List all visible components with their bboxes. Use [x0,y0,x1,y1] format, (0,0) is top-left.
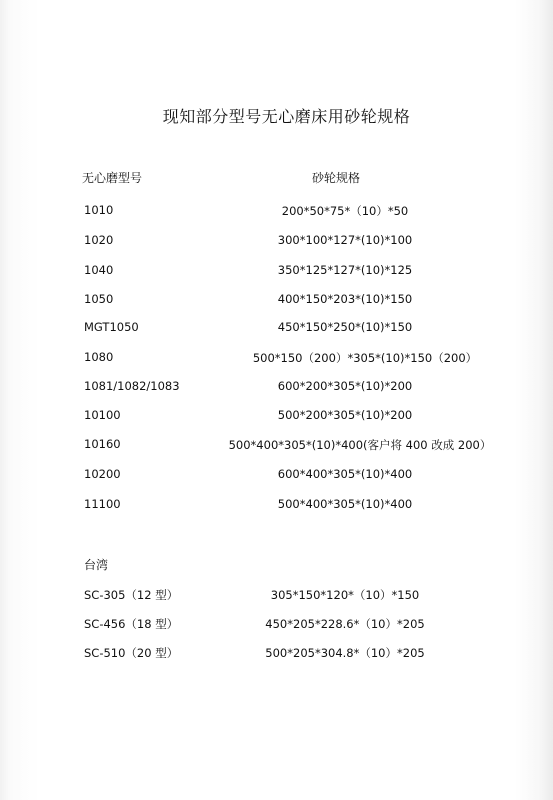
row-model: SC-456（18 型） [84,617,179,631]
row-model: 1050 [84,292,114,306]
row-spec: 305*150*120*（10）*150 [270,588,420,602]
table-row [0,616,553,636]
row-model: 1020 [84,233,114,247]
table-row [0,587,553,607]
row-spec: 350*125*127*(10)*125 [277,263,413,277]
row-model: 11100 [84,497,121,511]
row-model: MGT1050 [84,320,139,334]
row-model: SC-305（12 型） [84,588,179,602]
row-spec: 300*100*127*(10)*100 [277,233,413,247]
header-spec: 砂轮规格 [312,171,361,185]
row-spec: 600*400*305*(10)*400 [277,467,413,481]
row-model: 10200 [84,467,121,481]
row-model: 1010 [84,203,114,217]
table-row [0,350,553,370]
table-row [0,645,553,665]
table-row [0,437,553,457]
row-model: 10100 [84,408,121,422]
row-spec: 500*150（200）*305*(10)*150（200） [252,351,478,365]
table-row [0,292,553,312]
table-row [0,408,553,428]
row-spec: 600*200*305*(10)*200 [277,379,413,393]
table-row [0,497,553,517]
page-title: 现知部分型号无心磨床用砂轮规格 [162,107,411,126]
table-row [0,263,553,283]
table-row [0,379,553,399]
row-spec: 400*150*203*(10)*150 [277,292,413,306]
row-spec: 200*50*75*（10）*50 [281,204,409,218]
table-row [0,320,553,340]
table-row [0,467,553,487]
row-model: SC-510（20 型） [84,646,179,660]
row-spec: 450*205*228.6*（10）*205 [265,617,425,631]
header-model: 无心磨型号 [82,171,143,185]
row-spec: 500*200*305*(10)*200 [277,408,413,422]
row-model: 1080 [84,350,114,364]
row-spec: 500*205*304.8*（10）*205 [265,646,425,660]
table-row [0,233,553,253]
table-row [0,203,553,223]
row-model: 1040 [84,263,114,277]
row-model: 10160 [84,437,121,451]
row-spec: 450*150*250*(10)*150 [277,320,413,334]
section-label-taiwan: 台湾 [84,558,109,572]
row-model: 1081/1082/1083 [84,379,180,393]
row-spec: 500*400*305*(10)*400 [277,497,413,511]
row-spec: 500*400*305*(10)*400(客户将 400 改成 200） [228,438,492,452]
